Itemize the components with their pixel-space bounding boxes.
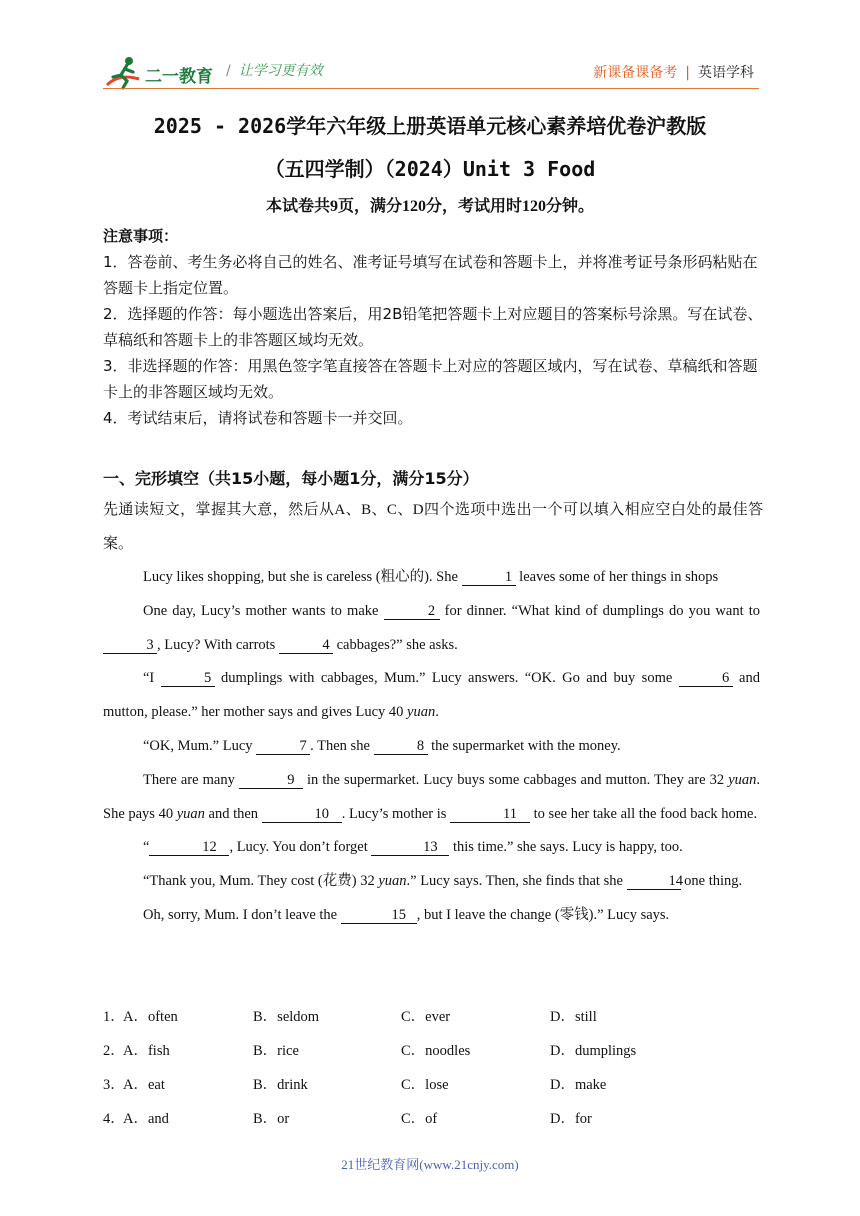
option-c: C．lose <box>401 1077 449 1093</box>
text-run: for dinner. “What kind of dumplings do you want to <box>439 602 760 619</box>
option-row-3 <box>103 1068 763 1102</box>
text-run: and then <box>204 805 262 822</box>
slogan-text: 让学习更有效 <box>238 63 323 79</box>
text-run: one thing. <box>680 873 743 890</box>
title-line-1: 2025 - 2026学年六年级上册英语单元核心素养培优卷沪教版 <box>153 114 707 138</box>
header-divider <box>103 88 759 89</box>
header-category <box>593 62 754 82</box>
options-list <box>103 1000 763 1136</box>
yuan-italic: yuan <box>176 805 205 822</box>
subject-label: 英语学科 <box>698 65 754 81</box>
blank-2: 2 <box>384 603 440 620</box>
passage-paragraph-1 <box>103 561 760 595</box>
blank-4: 4 <box>279 637 333 654</box>
passage-paragraph-4 <box>103 730 760 764</box>
option-row-4 <box>103 1102 763 1136</box>
category-label: 新课备课备考 <box>593 65 678 81</box>
logo <box>105 55 215 91</box>
passage-paragraph-2 <box>103 595 760 663</box>
text-run: , Lucy? With carrots <box>157 636 279 653</box>
text-run: Oh, sorry, Mum. I don’t leave the <box>143 906 341 923</box>
text-run: Lucy likes shopping, but she is careless (粗心的). She <box>143 569 462 585</box>
blank-8: 8 <box>374 738 428 755</box>
note-item-1: 1．答卷前、考生务必将自己的姓名、准考证号填写在试卷和答题卡上，并将准考证号条形码粘贴在答题卡上指定位置。 <box>103 253 758 297</box>
text-run: in the supermarket. Lucy buys some cabbages and mutton. They are 32 <box>302 771 729 788</box>
notes <box>103 223 763 431</box>
blank-5: 5 <box>161 670 215 687</box>
yuan-italic: yuan <box>407 704 436 721</box>
text-run: and mutton, please.” her mother says and gives Lucy 40 <box>103 670 760 721</box>
option-b: B．drink <box>253 1077 308 1093</box>
blank-11: 11 <box>450 806 530 823</box>
question-number: 3． <box>103 1077 125 1093</box>
exam-info: 本试卷共9页，满分120分，考试用时120分钟。 <box>265 198 594 215</box>
text-run: , but I leave the change (零钱).” Lucy says. <box>416 906 670 923</box>
question-number: 4． <box>103 1111 125 1127</box>
note-item-3: 3．非选择题的作答：用黑色签字笔直接答在答题卡上对应的答题区域内，写在试卷、草稿纸和答题卡上的非答题区域均无效。 <box>103 357 758 401</box>
text-run: . Then she <box>310 737 374 754</box>
slash-divider: / <box>226 63 231 79</box>
passage-paragraph-8 <box>103 899 760 933</box>
runner-logo-icon <box>105 55 145 91</box>
text-run: One day, Lucy’s mother wants to make <box>143 602 384 619</box>
option-a: A．fish <box>123 1043 170 1059</box>
text-run: dumplings with cabbages, Mum.” Lucy answers. “OK. Go and buy some <box>214 670 679 687</box>
passage-paragraph-7 <box>103 865 760 899</box>
text-run: this time.” she says. Lucy is happy, too. <box>449 839 683 856</box>
text-run: .” Lucy says. Then, she finds that she <box>406 873 627 890</box>
question-number: 2． <box>103 1043 125 1059</box>
text-run: “OK, Mum.” Lucy <box>143 737 257 754</box>
option-row-2 <box>103 1034 763 1068</box>
note-item-2: 2．选择题的作答：每小题选出答案后，用2B铅笔把答题卡上对应题目的答案标号涂黑。写在试卷、草稿纸和答题卡上的非答题区域均无效。 <box>103 305 763 349</box>
text-run: to see her take all the food back home. <box>530 805 758 822</box>
text-run: leaves some of her things in shops <box>515 569 719 585</box>
blank-10: 10 <box>262 806 342 823</box>
passage-paragraph-3 <box>103 662 760 730</box>
text-run: , Lucy. You don’t forget <box>229 839 372 856</box>
text-run: . Lucy’s mother is <box>341 805 451 822</box>
option-b: B．or <box>253 1111 290 1127</box>
yuan-italic: yuan <box>378 873 407 890</box>
text-run: . <box>435 704 439 721</box>
notes-heading: 注意事项： <box>103 227 179 245</box>
question-number: 1． <box>103 1009 125 1025</box>
option-d: D．make <box>550 1077 607 1093</box>
text-run: “Thank you, Mum. They cost (花费) 32 <box>143 873 379 890</box>
blank-13: 13 <box>371 839 449 856</box>
option-c: C．of <box>401 1111 438 1127</box>
slogan <box>226 60 323 80</box>
text-run: “I <box>143 670 161 687</box>
option-d: D．still <box>550 1009 597 1025</box>
option-c: C．ever <box>401 1009 451 1025</box>
blank-7: 7 <box>256 738 310 755</box>
title-line-2: （五四学制）（2024）Unit 3 Food <box>264 157 596 181</box>
blank-15: 15 <box>341 907 417 924</box>
text-run: There are many <box>143 771 239 788</box>
text-run: . She pays 40 <box>103 771 760 822</box>
option-c: C．noodles <box>401 1043 471 1059</box>
blank-14: 14 <box>627 873 681 890</box>
section-heading: 一、完形填空（共15小题，每小题1分，满分15分） <box>103 469 479 488</box>
blank-1: 1 <box>462 569 516 586</box>
option-a: A．often <box>123 1009 178 1025</box>
text-run: the supermarket with the money. <box>427 737 621 754</box>
passage-paragraph-6 <box>103 831 760 865</box>
option-a: A．eat <box>123 1077 165 1093</box>
cloze-passage <box>103 561 760 933</box>
blank-12: 12 <box>149 839 229 856</box>
section-instruction: 先通读短文，掌握其大意，然后从A、B、C、D四个选项中选出一个可以填入相应空白处的最佳答案。 <box>103 502 763 552</box>
text-run: “ <box>143 839 150 856</box>
page-header <box>0 0 860 100</box>
option-b: B．rice <box>253 1043 299 1059</box>
blank-6: 6 <box>679 670 733 687</box>
yuan-italic: yuan <box>728 771 757 788</box>
blank-9: 9 <box>239 772 303 789</box>
option-a: A．and <box>123 1111 169 1127</box>
option-b: B．seldom <box>253 1009 320 1025</box>
logo-text: 二一教育 <box>145 67 213 87</box>
pipe-divider: | <box>685 65 690 81</box>
blank-3: 3 <box>103 637 157 654</box>
text-run: cabbages?” she asks. <box>332 636 458 653</box>
page-footer: 21世纪教育网(www.21cnjy.com) <box>341 1157 519 1172</box>
passage-paragraph-5 <box>103 764 760 832</box>
option-row-1 <box>103 1000 763 1034</box>
note-item-4: 4．考试结束后，请将试卷和答题卡一并交回。 <box>103 409 413 427</box>
option-d: D．dumplings <box>550 1043 637 1059</box>
option-d: D．for <box>550 1111 592 1127</box>
